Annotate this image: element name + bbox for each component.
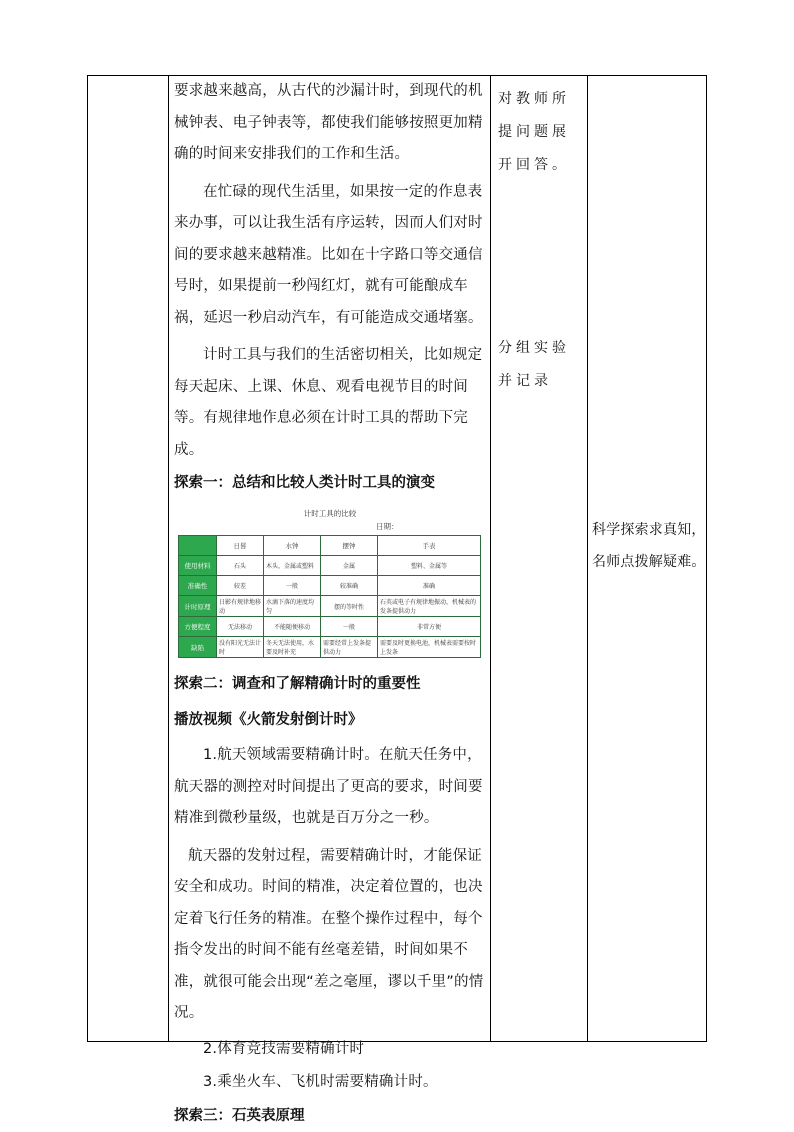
paragraph: 3.乘坐火车、飞机时需要精确计时。: [203, 1074, 438, 1090]
column-header: 日晷: [217, 536, 264, 556]
teaching-content-cell: [168, 75, 490, 1132]
image-title: 计时工具的比较: [303, 509, 357, 518]
table-cell: 准确: [378, 576, 481, 596]
paragraph: 要求越来越高，从古代的沙漏计时，到现代的机械钟表、电子钟表等，都使我们能够按照更加精确的时间来安排我们的工作和生活。: [174, 83, 483, 162]
paragraph: 在忙碌的现代生活里，如果按一定的作息表来办事，可以让我生活有序运转，因而人们对时间的要求越来越精准。比如在十字路口等交通信号时，如果提前一秒闯红灯，就有可能酿成车祸，延迟一秒启动汽车，有可能造成交通堵塞。: [174, 183, 483, 326]
design-intent-cell: [588, 75, 707, 578]
table-cell: 石头: [217, 556, 264, 576]
table-header-row: [179, 536, 481, 556]
row-header: 使用材料: [179, 556, 217, 576]
table-cell: 不能随便移动: [264, 617, 321, 637]
table-cell: 冬天无法使用，水要及时补充: [264, 637, 321, 658]
date-label: 日期：: [376, 522, 399, 531]
intent-text: 科学探索求真知，名师点拨解疑难。: [592, 522, 706, 570]
table-row: [179, 596, 481, 617]
table-cell: 需要及时更换电池，机械表需要按时上发条: [378, 637, 481, 658]
table-cell: 木头、金属或塑料: [264, 556, 321, 576]
table-row: [179, 637, 481, 658]
section-heading: 探索一：总结和比较人类计时工具的演变: [174, 475, 435, 491]
table-cell: 水滴下落的速度均匀: [264, 596, 321, 617]
table-cell: 没有阳光无法计时: [217, 637, 264, 658]
section-subheading: 播放视频《火箭发射倒计时》: [174, 712, 363, 728]
paragraph: 航天器的发射过程，需要精确计时，才能保证安全和成功。时间的精准，决定着位置的，也决定着飞行任务的精准。在整个操作过程中，每个指令发出的时间不能有丝毫差错，时间如果不准，就很可能会出现“差之毫厘，谬以千里”的情况。: [174, 847, 484, 1021]
paragraph: 计时工具与我们的生活密切相关，比如规定每天起床、上课、休息、观看电视节目的时间等。有规律地作息必须在计时工具的帮助下完成。: [174, 347, 483, 458]
table-row: [179, 556, 481, 576]
table-row: [179, 617, 481, 637]
section-heading: 探索三：石英表原理: [174, 1107, 305, 1124]
table-cell: 一般: [321, 617, 378, 637]
comparison-table: [178, 535, 481, 658]
table-cell: 日影有规律地移动: [217, 596, 264, 617]
row-header: 方便程度: [179, 617, 217, 637]
paragraph: 2.体育竞技需要精确计时: [203, 1040, 365, 1057]
table-cell: 一般: [264, 576, 321, 596]
table-cell: 塑料、金属等: [378, 556, 481, 576]
table-cell: 摆的等时性: [321, 596, 378, 617]
column-header: 手表: [378, 536, 481, 556]
section-heading: 探索二：调查和了解精确计时的重要性: [174, 676, 421, 692]
column-header: 水钟: [264, 536, 321, 556]
activity-text: 对教师所提问题展开回答。: [498, 91, 570, 173]
table-row: [179, 576, 481, 596]
comparison-table-image: [176, 505, 484, 655]
row-header: 缺陷: [179, 637, 217, 658]
student-activity-cell: [491, 75, 587, 398]
table-cell: 需要经常上发条提供动力: [321, 637, 378, 658]
table-cell: 金属: [321, 556, 378, 576]
activity-text: 分组实验并记录: [498, 340, 570, 389]
table-cell: 较准确: [321, 576, 378, 596]
table-corner-cell: [179, 536, 217, 556]
table-cell: 较差: [217, 576, 264, 596]
paragraph: 1.航天领域需要精确计时。在航天任务中，航天器的测控对时间提出了更高的要求，时间要精准到微秒量级，也就是百万分之一秒。: [174, 747, 483, 826]
column-header: 摆钟: [321, 536, 378, 556]
row-header: 准确性: [179, 576, 217, 596]
table-cell: 非常方便: [378, 617, 481, 637]
table-cell: 无法移动: [217, 617, 264, 637]
table-cell: 石英或电子有规律地振动，机械表的发条提供动力: [378, 596, 481, 617]
row-header: 计时原理: [179, 596, 217, 617]
